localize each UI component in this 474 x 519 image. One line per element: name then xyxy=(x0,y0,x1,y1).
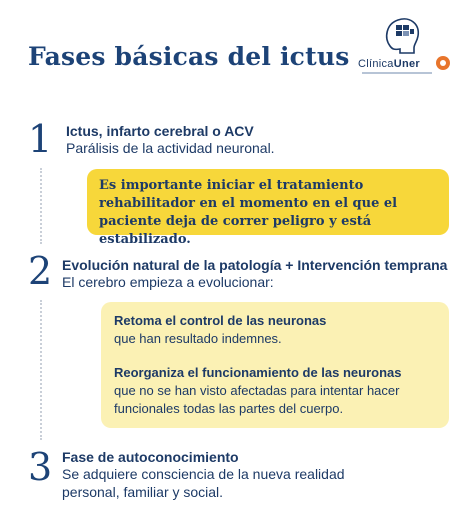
step-title-1: Ictus, infarto cerebral o ACV xyxy=(66,123,254,139)
evolution-point-1 xyxy=(114,312,444,348)
step-number-1: 1 xyxy=(28,117,53,161)
callout-box xyxy=(87,169,449,247)
page-title: Fases básicas del ictus xyxy=(28,42,350,71)
evolution-point-1-rest: que han resultado indemnes. xyxy=(114,331,282,346)
timeline-connector-2 xyxy=(40,300,42,440)
evolution-point-1-lead: Retoma el control de las neuronas xyxy=(114,313,327,328)
callout-text: Es importante iniciar el tratamiento rehabilitador en el momento en el que el paciente deja de correr peligro y está estabilizado. xyxy=(99,178,398,247)
evolution-point-2-rest: que no se han visto afectadas para intentar hacer funcionales todas las partes del cuerpo. xyxy=(114,383,400,416)
clinic-logo xyxy=(356,14,456,76)
logo-wordmark: ClínicaUner xyxy=(358,58,420,70)
evolution-box xyxy=(101,302,449,428)
evolution-point-2 xyxy=(114,364,444,418)
evolution-point-2-lead: Reorganiza el funcionamiento de las neuronas xyxy=(114,365,402,380)
step-title-3: Fase de autoconocimiento xyxy=(62,449,239,465)
head-brain-icon xyxy=(382,16,422,54)
step-number-3: 3 xyxy=(28,445,53,489)
step-number-2: 2 xyxy=(28,249,53,293)
step-title-2: Evolución natural de la patología + Intervención temprana xyxy=(62,257,448,273)
step-description-1: Parálisis de la actividad neuronal. xyxy=(66,140,275,156)
step-description-2: El cerebro empieza a evolucionar: xyxy=(62,274,274,290)
logo-underline xyxy=(362,72,432,74)
circle-badge-icon xyxy=(436,56,450,70)
step-description-3: Se adquiere consciencia de la nueva realidad personal, familiar y social. xyxy=(62,466,345,500)
timeline-connector-1 xyxy=(40,168,42,244)
